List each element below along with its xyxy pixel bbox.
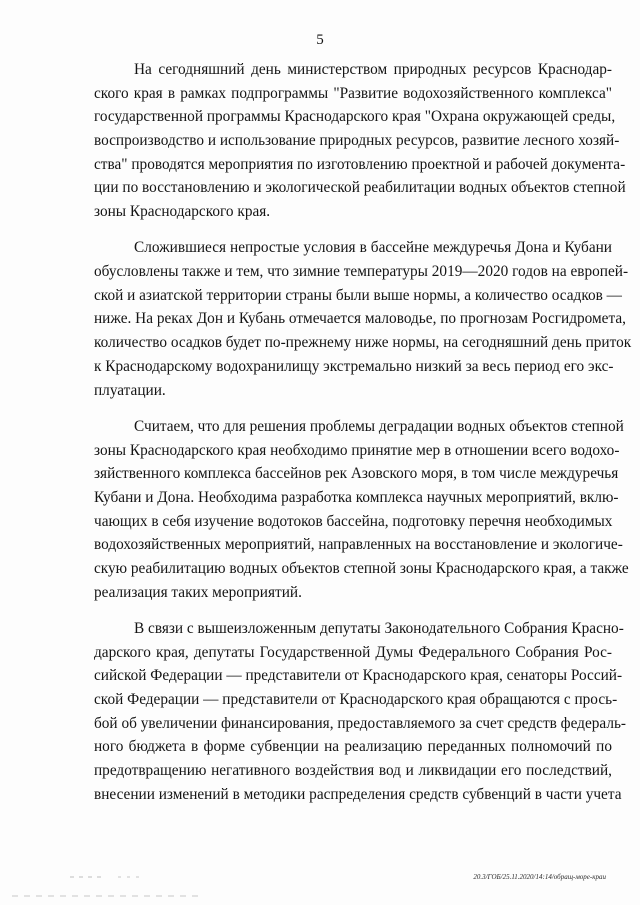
paragraph-gap	[94, 224, 612, 237]
text-line: ции по восстановлению и экологической реабилитации водных объектов степной	[94, 179, 626, 197]
text-line: зоны Краснодарского края.	[94, 203, 271, 221]
paragraph	[94, 415, 629, 605]
text-line: Сложившиеся непростые условия в бассейне междуречья Дона и Кубани	[134, 239, 612, 257]
text-line: водохозяйственных мероприятий, направленных на восстановление и экологиче-	[94, 536, 623, 554]
text-line: внесении изменений в методики распределения средств субвенций в части учета	[94, 785, 622, 803]
text-line: чающих в себя изучение водотоков бассейна, подготовку перечня необходимых	[94, 512, 613, 530]
paragraph	[94, 58, 626, 224]
text-line: ства" проводятся мероприятия по изготовлению проектной и рабочей документа-	[94, 155, 626, 173]
text-line: воспроизводство и использование природных ресурсов, развитие лесного хозяй-	[94, 132, 620, 150]
text-line: На сегодняшний день министерством природных ресурсов Краснодар-	[134, 61, 612, 78]
text-line: Считаем, что для решения проблемы деградации водных объектов степной	[134, 417, 624, 435]
text-line: зоны Краснодарского края необходимо принятие мер в отношении всего водохо-	[94, 441, 620, 459]
text-line: ской Федерации — представители от Краснодарского края обращаются с прось-	[94, 690, 618, 708]
document-body	[94, 58, 632, 806]
text-line: плуатации.	[94, 381, 166, 399]
text-line: к Краснодарскому водохранилищу экстремально низкий за весь период его экс-	[94, 357, 614, 375]
paragraph-gap	[94, 604, 612, 617]
text-line: бой об увеличении финансирования, предоставляемого за счет средств федераль-	[94, 714, 627, 732]
text-line: предотвращению негативного воздействия вод и ликвидации его последствий,	[94, 762, 612, 780]
text-line: ного бюджета в форме субвенции на реализацию переданных полномочий по	[94, 738, 612, 756]
paragraph-gap	[94, 402, 612, 415]
document-footer-code: 20.3/ГОБ/25.11.2020/14:14/обращ-море-краи	[473, 873, 606, 881]
text-line: зяйственного комплекса бассейнов рек Азовского моря, в том числе междуречья	[94, 465, 619, 483]
text-line: ской и азиатской территории страны были выше нормы, а количество осадков —	[94, 286, 622, 304]
text-line: скую реабилитацию водных объектов степной зоны Краснодарского края, а также	[94, 559, 629, 577]
page-number: 5	[316, 32, 324, 48]
text-line: реализация таких мероприятий.	[94, 583, 302, 601]
text-line: дарского края, депутаты Государственной Думы Федерального Собрания Рос-	[94, 643, 612, 661]
text-line: ского края в рамках подпрограммы "Развитие водохозяйственного комплекса"	[94, 84, 612, 102]
text-line: обусловлены также и тем, что зимние температуры 2019—2020 годов на европей-	[94, 263, 629, 281]
text-line: государственной программы Краснодарского края "Охрана окружающей среды,	[94, 108, 616, 126]
paragraph	[94, 617, 627, 807]
paragraph	[94, 236, 632, 402]
text-line: сийской Федерации — представители от Краснодарского края, сенаторы Россий-	[94, 667, 623, 685]
text-line: количество осадков будет по-прежнему ниже нормы, на сегодняшний день приток	[94, 334, 632, 352]
text-line: Кубани и Дона. Необходима разработка комплекса научных мероприятий, вклю-	[94, 488, 619, 506]
text-line: В связи с вышеизложенным депутаты Законодательного Собрания Красно-	[134, 619, 624, 637]
text-line: ниже. На реках Дон и Кубань отмечается маловодье, по прогнозам Росгидромета,	[94, 310, 626, 328]
